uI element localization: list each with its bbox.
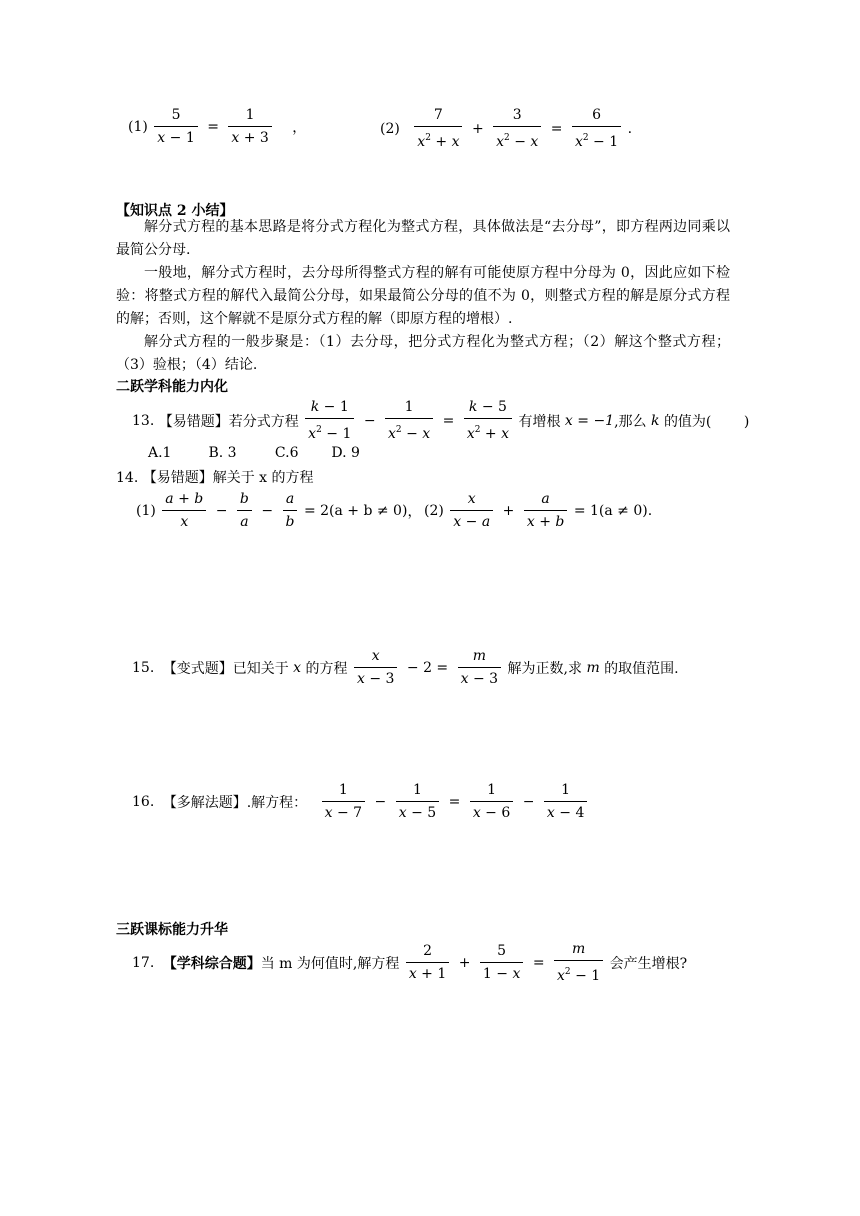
option-b: B. 3 bbox=[208, 445, 237, 461]
eq-label: (2) bbox=[380, 120, 400, 137]
fraction: $\frac{5}{1 - x}$ bbox=[480, 942, 523, 983]
fraction: $\frac{a}{b}$ bbox=[283, 490, 298, 531]
fraction: $\frac{6}{x^2 - 1}$ bbox=[572, 106, 621, 151]
fraction: $\frac{a}{x + b}$ bbox=[524, 490, 568, 531]
fraction: $\frac{k - 1}{x^2 - 1}$ bbox=[305, 398, 354, 443]
option-d: D. 9 bbox=[331, 445, 360, 461]
fraction: $\frac{1}{x - 5}$ bbox=[396, 781, 439, 822]
fraction: $\frac{x}{x - 3}$ bbox=[354, 647, 397, 688]
question-tag: 【易错题】 bbox=[142, 470, 213, 486]
summary-paragraph-3: 解分式方程的一般步聚是：（1）去分母，把分式方程化为整式方程；（2）解这个整式方程；（3）验根；（4）结论. bbox=[116, 334, 730, 373]
question-number: 15. bbox=[132, 659, 155, 676]
question-number: 16. bbox=[132, 793, 155, 810]
option-a: A.1 bbox=[148, 445, 172, 461]
fraction: $\frac{3}{x^2 - x}$ bbox=[493, 106, 541, 151]
option-c: C.6 bbox=[274, 445, 299, 461]
question-17: 17. 【学科综合题】当 m 为何值时,解方程 $\frac{2}{x + 1}$ + $\frac{5}{1 - x}$ = $\frac{m}{x^2 - 1}$ 会产生增根? bbox=[132, 941, 688, 984]
summary-paragraph-2: 一般地，解分式方程时，去分母所得整式方程的解有可能使原方程中分母为 0，因此应如下检验：将整式方程的解代入最简公分母，如果最简公分母的值不为 0，则整式方程的解是原分式方程的解；否则，这个解就不是原分式方程的解（即原方程的增根）. bbox=[116, 265, 730, 327]
fraction: $\frac{5}{x - 1}$ bbox=[154, 106, 197, 147]
question-number: 14. bbox=[116, 470, 139, 486]
question-14: 14. 【易错题】解关于 x 的方程 bbox=[116, 470, 314, 486]
question-14-eq2: (2) $\frac{x}{x - a}$ + $\frac{a}{x + b}$ = 1(a ≠ 0). bbox=[424, 491, 653, 530]
fraction: $\frac{2}{x + 1}$ bbox=[406, 942, 449, 983]
problem12-eq2: (2) $\frac{7}{x^2 + x}$ + $\frac{3}{x^2 - x}$ = $\frac{6}{x^2 - 1}$ . bbox=[380, 107, 633, 150]
question-tag: 【变式题】 bbox=[162, 660, 233, 677]
eq-label: (1) bbox=[128, 118, 148, 135]
fraction: $\frac{1}{x - 7}$ bbox=[322, 781, 365, 822]
fraction: $\frac{1}{x - 4}$ bbox=[544, 781, 587, 822]
fraction: $\frac{b}{a}$ bbox=[237, 490, 252, 531]
question-15: 15. 【变式题】已知关于 x 的方程 $\frac{x}{x - 3}$ − 2 = $\frac{m}{x - 3}$ 解为正数,求 m 的取值范围. bbox=[132, 648, 679, 687]
question-13-options bbox=[148, 445, 360, 461]
section-title-3: 三跃课标能力升华 bbox=[116, 922, 228, 938]
question-tag: 【学科综合题】 bbox=[162, 955, 261, 972]
problem12-eq1: (1) $\frac{5}{x - 1}$ = $\frac{1}{x + 3}$ ， bbox=[128, 107, 307, 146]
fraction: $\frac{1}{x - 6}$ bbox=[470, 781, 513, 822]
summary-heading: 【知识点 2 小结】 bbox=[116, 203, 234, 219]
fraction: $\frac{7}{x^2 + x}$ bbox=[414, 106, 462, 151]
question-tag: 【多解法题】 bbox=[162, 794, 247, 811]
question-tag: 【易错题】 bbox=[158, 413, 229, 430]
fraction: $\frac{a + b}{x}$ bbox=[162, 490, 206, 531]
question-14-eq1: (1) $\frac{a + b}{x}$ − $\frac{b}{a}$ − $\frac{a}{b}$ = 2(a + b ≠ 0)， bbox=[136, 491, 422, 530]
root-value: x = −1 bbox=[564, 412, 615, 429]
fraction: $\frac{m}{x^2 - 1}$ bbox=[554, 940, 603, 985]
summary-paragraph-1: 解分式方程的基本思路是将分式方程化为整式方程，具体做法是“去分母”，即方程两边同乘以最简公分母. bbox=[116, 219, 730, 258]
question-16: 16. 【多解法题】.解方程： $\frac{1}{x - 7}$ − $\frac{1}{x - 5}$ = $\frac{1}{x - 6}$ − $\frac{1}{x - 4}$ bbox=[132, 781, 589, 822]
question-13: 13. 【易错题】若分式方程 $\frac{k - 1}{x^2 - 1}$ − $\frac{1}{x^2 - x}$ = $\frac{k - 5}{x^2 + x}$ 有增根 x = −1,那么 k 的值为( ) bbox=[132, 399, 750, 442]
fraction: $\frac{m}{x - 3}$ bbox=[458, 647, 501, 688]
eq-label: (2) bbox=[424, 502, 444, 519]
fraction: $\frac{1}{x + 3}$ bbox=[228, 106, 271, 147]
fraction: $\frac{1}{x^2 - x}$ bbox=[385, 398, 433, 443]
section-title-2: 二跃学科能力内化 bbox=[116, 379, 228, 395]
fraction: $\frac{x}{x - a}$ bbox=[450, 490, 493, 531]
question-number: 17. bbox=[132, 954, 155, 971]
question-number: 13. bbox=[132, 412, 155, 429]
fraction: $\frac{k - 5}{x^2 + x}$ bbox=[464, 398, 512, 443]
eq-label: (1) bbox=[136, 502, 156, 519]
